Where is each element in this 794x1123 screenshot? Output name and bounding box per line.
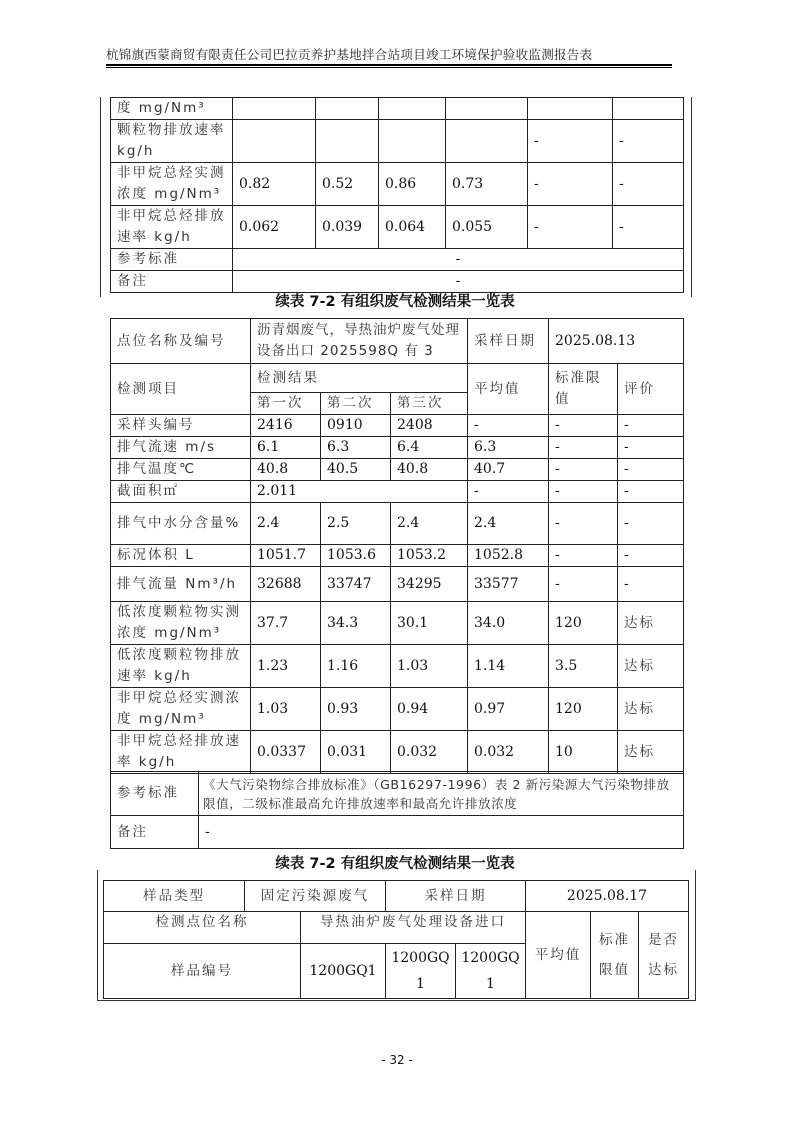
limit-cell: - <box>549 481 618 503</box>
table-caption: 续表 7-2 有组织废气检测结果一览表 <box>275 294 515 310</box>
value-cell: 1.03 <box>391 645 468 688</box>
value-cell: 0.062 <box>233 206 316 249</box>
table-exhaust-outlet-footer <box>110 771 684 849</box>
avg-cell: 0.73 <box>446 163 528 206</box>
date-label: 采样日期 <box>386 881 526 912</box>
avg-cell <box>446 98 528 120</box>
reference-label: 参考标准 <box>111 772 199 816</box>
value-cell: 1053.2 <box>391 545 468 567</box>
value-cell: 1.23 <box>251 645 321 688</box>
avg-cell <box>446 120 528 163</box>
item-cell: 排气中水分含量% <box>111 503 251 545</box>
item-cell: 颗粒物排放速率 kg/h <box>111 120 233 163</box>
avg-header: 平均值 <box>468 364 549 415</box>
limit-cell: - <box>528 163 613 206</box>
item-cell: 截面积㎡ <box>111 481 251 503</box>
eval-cell: - <box>613 206 684 249</box>
limit-cell: - <box>549 545 618 567</box>
table-row <box>111 163 684 206</box>
table-row <box>111 459 684 481</box>
value-cell: 0.039 <box>316 206 379 249</box>
avg-cell: 1.14 <box>468 645 549 688</box>
point-value: 导热油炉废气处理设备进口 <box>301 912 526 944</box>
table-row <box>111 98 684 120</box>
value-cell: 34.3 <box>321 602 391 645</box>
avg-cell: 1052.8 <box>468 545 549 567</box>
value-cell: 1.16 <box>321 645 391 688</box>
item-cell: 采样头编号 <box>111 415 251 437</box>
table-row <box>111 503 684 545</box>
point-row <box>104 912 689 944</box>
header-row <box>111 364 684 393</box>
remark-label: 备注 <box>111 816 199 849</box>
value-cell: 6.4 <box>391 437 468 459</box>
value-cell <box>316 120 379 163</box>
limit-cell: - <box>528 120 613 163</box>
value-cell: 2408 <box>391 415 468 437</box>
eval-cell: - <box>618 481 684 503</box>
point-value: 沥青烟废气，导热油炉废气处理设备出口 2025598Q 有 3 <box>251 319 468 364</box>
eval-cell: 达标 <box>618 645 684 688</box>
table-row <box>111 545 684 567</box>
value-cell: 33747 <box>321 567 391 602</box>
limit-cell: 120 <box>549 602 618 645</box>
item-cell: 非甲烷总烃排放速率 kg/h <box>111 206 233 249</box>
run3-header: 第三次 <box>391 393 468 415</box>
value-cell <box>379 120 446 163</box>
avg-cell: 0.97 <box>468 688 549 731</box>
sample-no-cell: 1200GQ1 <box>456 944 526 999</box>
value-cell: 40.8 <box>251 459 321 481</box>
eval-cell: 达标 <box>618 731 684 774</box>
table-row <box>111 437 684 459</box>
limit-cell: - <box>549 503 618 545</box>
avg-cell: 40.7 <box>468 459 549 481</box>
eval-cell: - <box>613 163 684 206</box>
sample-no-label: 样品编号 <box>104 944 301 999</box>
header-rule-thick <box>106 64 672 66</box>
point-row <box>111 319 684 364</box>
remark-row <box>111 816 684 849</box>
eval-cell: - <box>618 437 684 459</box>
value-cell: 1053.6 <box>321 545 391 567</box>
result-header: 检测结果 <box>251 364 468 393</box>
value-cell: 2.4 <box>391 503 468 545</box>
item-cell: 度 mg/Nm³ <box>111 98 233 120</box>
item-cell: 非甲烷总烃实测浓度 mg/Nm³ <box>111 163 233 206</box>
reference-label: 参考标准 <box>111 249 233 271</box>
reference-value: - <box>233 249 684 271</box>
eval-cell: - <box>618 415 684 437</box>
value-cell: 0.93 <box>321 688 391 731</box>
limit-cell: - <box>549 437 618 459</box>
date-value: 2025.08.17 <box>526 881 689 912</box>
value-cell: 37.7 <box>251 602 321 645</box>
reference-row <box>111 772 684 816</box>
avg-cell: - <box>468 481 549 503</box>
value-cell <box>316 98 379 120</box>
value-cell: 0.0337 <box>251 731 321 774</box>
value-cell: 0.82 <box>233 163 316 206</box>
value-cell: 0.032 <box>391 731 468 774</box>
value-cell: 0910 <box>321 415 391 437</box>
item-cell: 非甲烷总烃排放速率 kg/h <box>111 731 251 774</box>
item-cell: 低浓度颗粒物实测浓度 mg/Nm³ <box>111 602 251 645</box>
avg-cell: 0.032 <box>468 731 549 774</box>
sample-type-row <box>104 881 689 912</box>
value-cell <box>379 98 446 120</box>
limit-cell: 3.5 <box>549 645 618 688</box>
value-cell: 1.03 <box>251 688 321 731</box>
limit-cell: - <box>549 459 618 481</box>
table-row <box>111 645 684 688</box>
table-row <box>111 731 684 774</box>
item-cell: 低浓度颗粒物排放速率 kg/h <box>111 645 251 688</box>
table-continued-top <box>110 97 684 293</box>
value-cell: 6.3 <box>321 437 391 459</box>
remark-value: - <box>199 816 684 849</box>
sample-no-cell: 1200GQ1 <box>386 944 456 999</box>
table-inlet <box>103 880 689 999</box>
page-number: - 32 - <box>381 1053 413 1067</box>
pass-header: 是否达标 <box>639 912 689 999</box>
avg-cell: 6.3 <box>468 437 549 459</box>
value-cell: 0.064 <box>379 206 446 249</box>
item-cell: 排气流量 Nm³/h <box>111 567 251 602</box>
value-cell: 1051.7 <box>251 545 321 567</box>
table-row <box>111 206 684 249</box>
remark-label: 备注 <box>111 271 233 293</box>
limit-cell: - <box>549 415 618 437</box>
value-cell <box>233 120 316 163</box>
item-cell: 排气流速 m/s <box>111 437 251 459</box>
reference-value: 《大气污染物综合排放标准》（GB16297-1996）表 2 新污染源大气污染物排放限值，二级标准最高允许排放速率和最高允许排放浓度 <box>199 772 684 816</box>
limit-cell: - <box>528 206 613 249</box>
limit-cell: 10 <box>549 731 618 774</box>
value-cell: 40.5 <box>321 459 391 481</box>
eval-cell: - <box>613 120 684 163</box>
eval-cell: 达标 <box>618 688 684 731</box>
value-cell: 0.86 <box>379 163 446 206</box>
point-label: 点位名称及编号 <box>111 319 251 364</box>
limit-cell: - <box>549 567 618 602</box>
table-caption: 续表 7-2 有组织废气检测结果一览表 <box>275 856 515 872</box>
value-cell <box>233 98 316 120</box>
reference-row <box>111 249 684 271</box>
limit-header: 标准限值 <box>591 912 639 999</box>
limit-cell <box>528 98 613 120</box>
value-cell: 6.1 <box>251 437 321 459</box>
limit-header: 标准限值 <box>549 364 618 415</box>
table-row <box>111 415 684 437</box>
value-cell: 40.8 <box>391 459 468 481</box>
value-cell: 30.1 <box>391 602 468 645</box>
eval-header: 评价 <box>618 364 684 415</box>
value-cell: 2.5 <box>321 503 391 545</box>
value-cell: 32688 <box>251 567 321 602</box>
value-cell: 0.52 <box>316 163 379 206</box>
sample-type-value: 固定污染源废气 <box>245 881 386 912</box>
limit-cell: 120 <box>549 688 618 731</box>
value-cell: 0.94 <box>391 688 468 731</box>
header-rule-thin <box>106 67 672 68</box>
value-cell: 34295 <box>391 567 468 602</box>
table-row <box>111 120 684 163</box>
avg-cell: 34.0 <box>468 602 549 645</box>
run2-header: 第二次 <box>321 393 391 415</box>
run1-header: 第一次 <box>251 393 321 415</box>
eval-cell: 达标 <box>618 602 684 645</box>
value-cell: 2416 <box>251 415 321 437</box>
item-cell: 非甲烷总烃实测浓度 mg/Nm³ <box>111 688 251 731</box>
table-row <box>111 602 684 645</box>
point-label: 检测点位名称 <box>104 912 301 944</box>
remark-value: - <box>233 271 684 293</box>
avg-cell: 0.055 <box>446 206 528 249</box>
eval-cell <box>613 98 684 120</box>
item-header: 检测项目 <box>111 364 251 415</box>
eval-cell: - <box>618 503 684 545</box>
sample-no-cell: 1200GQ1 <box>301 944 386 999</box>
avg-cell: 33577 <box>468 567 549 602</box>
table-row <box>111 567 684 602</box>
avg-cell: - <box>468 415 549 437</box>
avg-cell: 2.4 <box>468 503 549 545</box>
value-cell: 0.031 <box>321 731 391 774</box>
date-label: 采样日期 <box>468 319 549 364</box>
eval-cell: - <box>618 567 684 602</box>
area-value: 2.011 <box>251 481 468 503</box>
date-value: 2025.08.13 <box>549 319 684 364</box>
table-exhaust-outlet <box>110 318 684 774</box>
table-row <box>111 688 684 731</box>
sample-type-label: 样品类型 <box>104 881 245 912</box>
avg-header: 平均值 <box>526 912 591 999</box>
report-header-title: 杭锦旗西蒙商贸有限责任公司巴拉贡养护基地拌合站项目竣工环境保护验收监测报告表 <box>106 47 593 62</box>
eval-cell: - <box>618 459 684 481</box>
item-cell: 排气温度℃ <box>111 459 251 481</box>
area-row <box>111 481 684 503</box>
eval-cell: - <box>618 545 684 567</box>
item-cell: 标况体积 L <box>111 545 251 567</box>
value-cell: 2.4 <box>251 503 321 545</box>
